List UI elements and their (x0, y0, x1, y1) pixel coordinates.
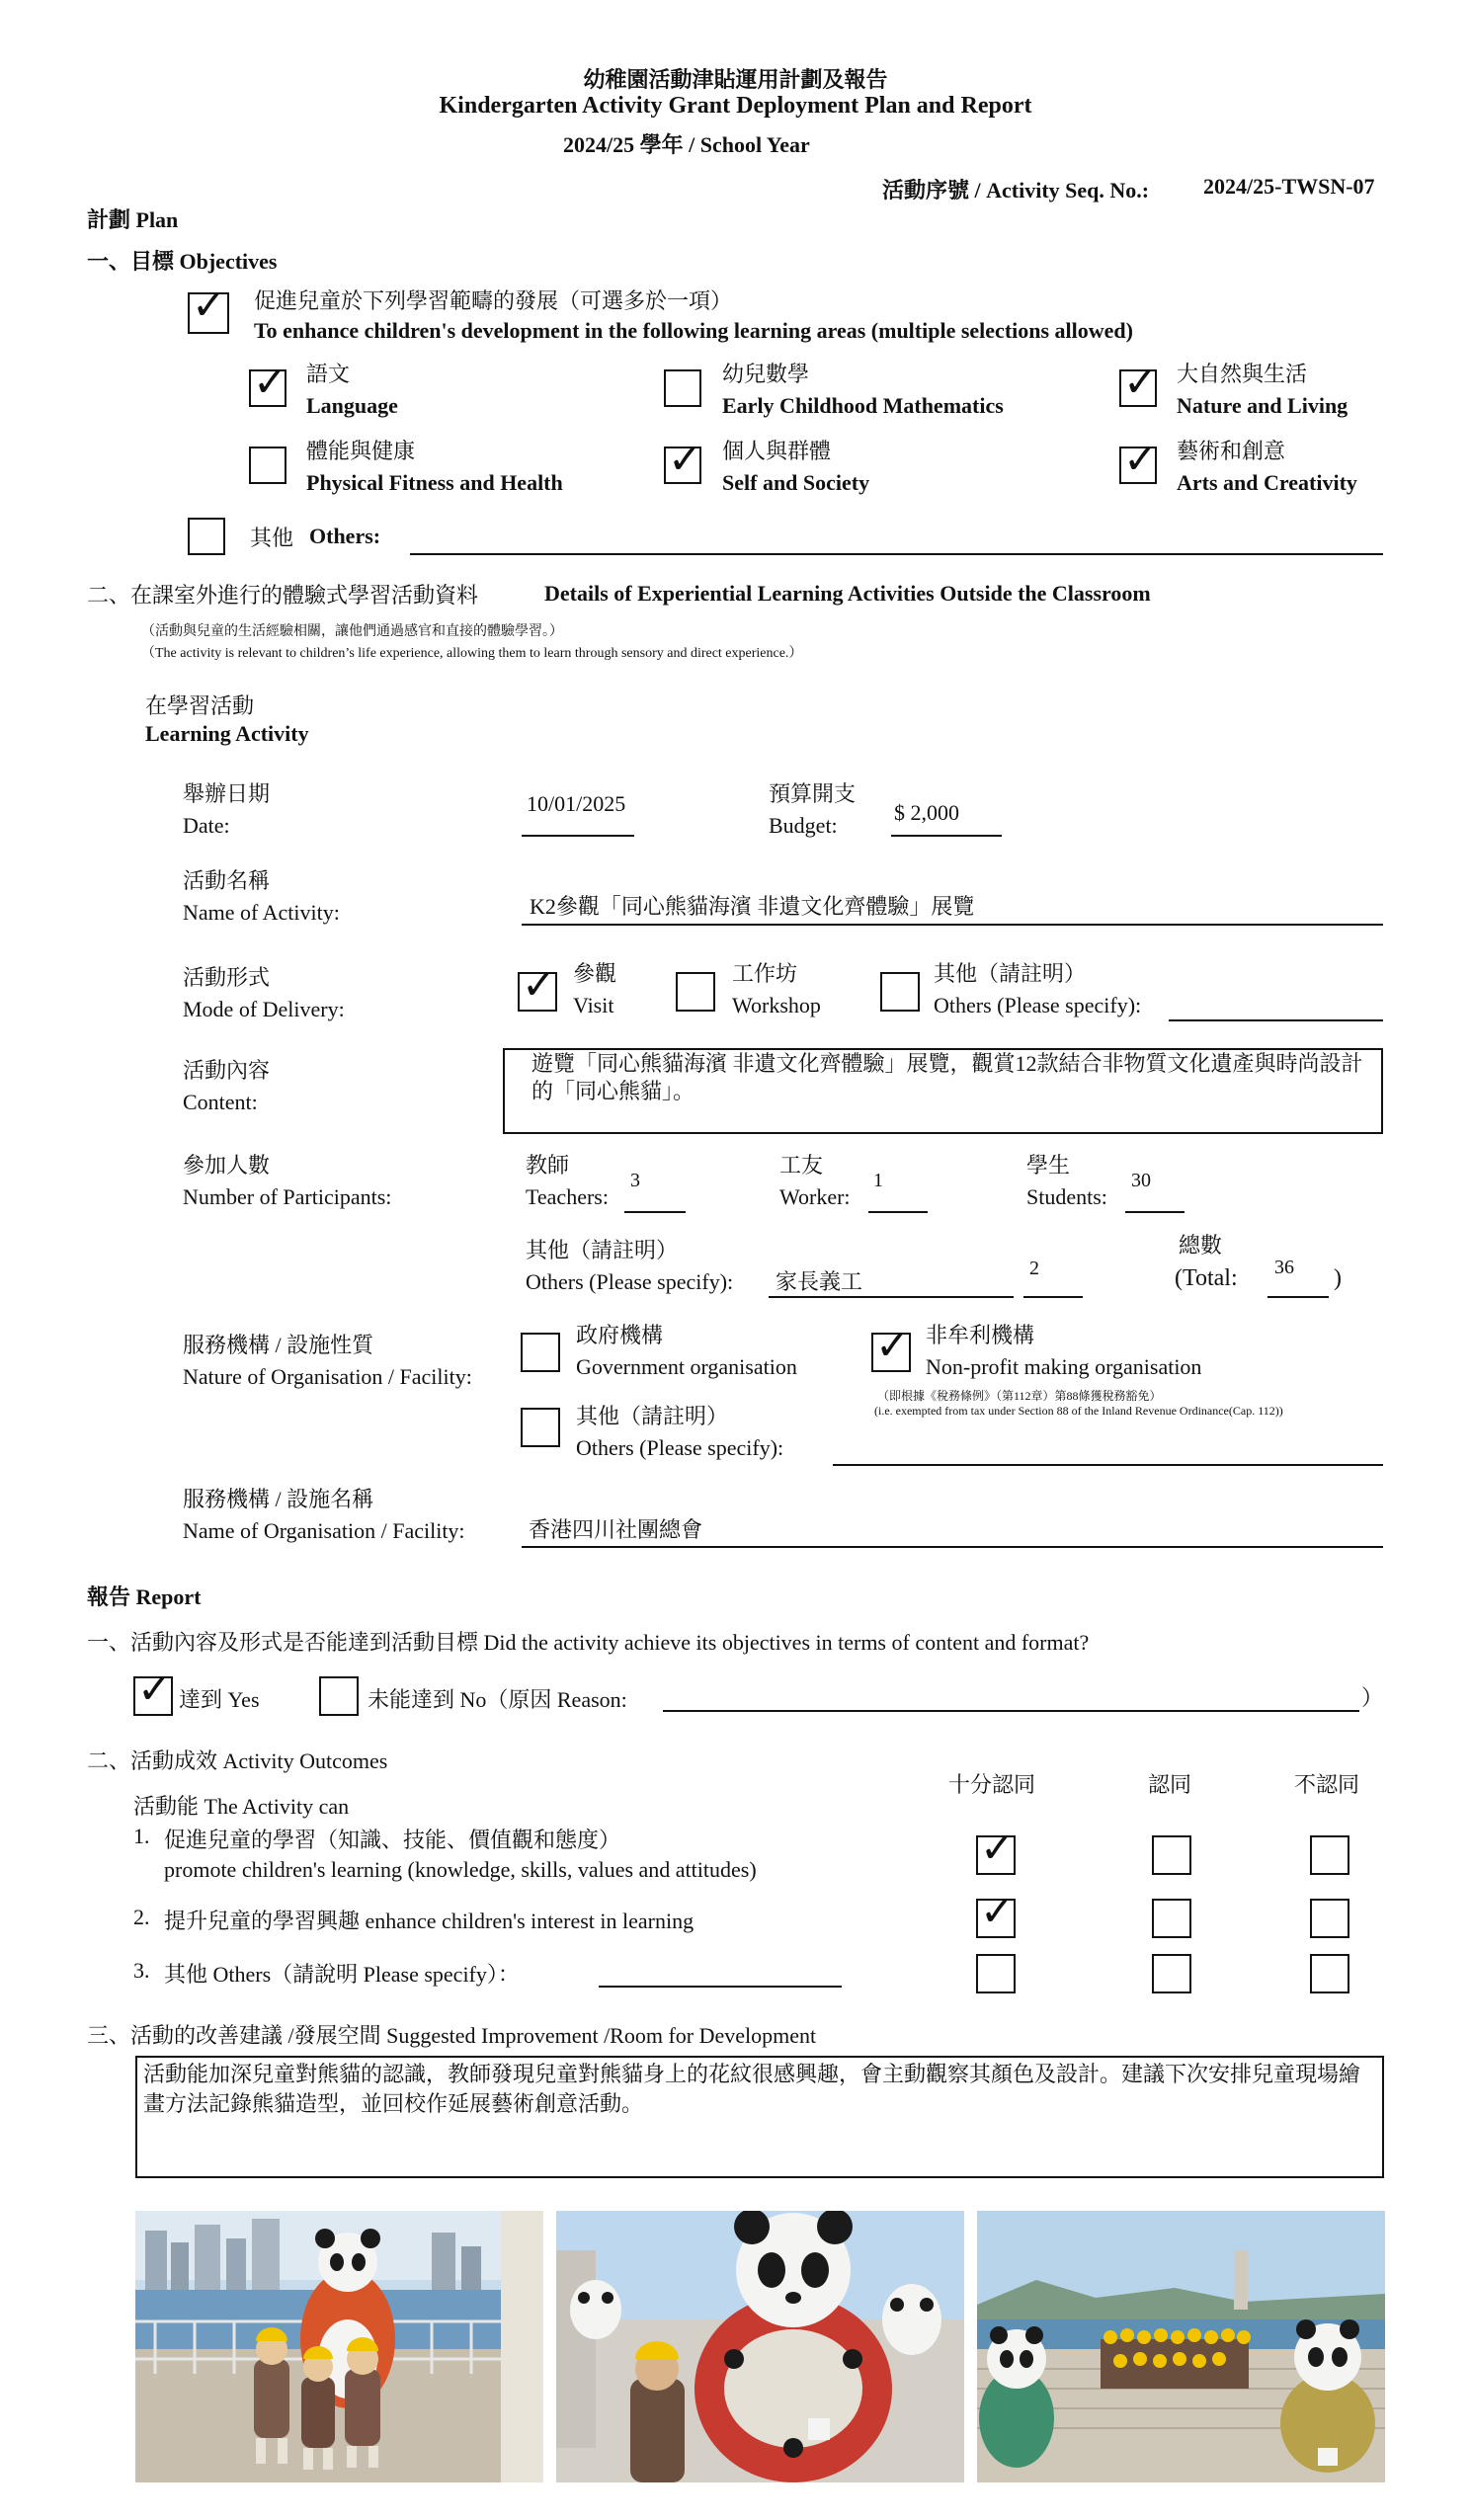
mode-visit-label: 參觀 Visit (573, 961, 617, 1017)
objective-others-zh: 其他 (250, 526, 294, 550)
report-no-label: 未能達到 No（原因 Reason: (368, 1687, 627, 1712)
mode-others-label: 其他（請註明） Others (Please specify): (934, 961, 1142, 1017)
objective-others-line[interactable] (410, 553, 1383, 555)
others-participants-text-line (769, 1296, 1014, 1298)
mode-workshop-checkbox[interactable] (676, 972, 715, 1012)
objectives-heading: 一、目標 Objectives (87, 249, 278, 274)
objective-others-en: Others: (309, 524, 381, 548)
budget-value: $ 2,000 (894, 800, 959, 825)
seq-label: 活動序號 / Activity Seq. No.: (882, 178, 1150, 203)
org-others-label: 其他（請註明） Others (Please specify): (576, 1404, 784, 1460)
area-nature-checkbox[interactable]: ✓ (1119, 369, 1157, 407)
area-math-checkbox[interactable] (664, 369, 701, 407)
org-government-checkbox[interactable] (521, 1333, 560, 1372)
org-name-label: 服務機構 / 設施名稱 Name of Organisation / Facility: (183, 1487, 465, 1543)
outcome-2-agree-checkbox[interactable] (1152, 1899, 1191, 1938)
area-language-checkbox[interactable]: ✓ (249, 369, 286, 407)
details-heading-zh: 二、在課室外進行的體驗式學習活動資料 (87, 583, 479, 608)
total-close: ) (1334, 1265, 1342, 1291)
outcome-3-label: 其他 Others（請說明 Please specify）： (164, 1962, 520, 1987)
date-value: 10/01/2025 (527, 791, 626, 816)
content-value: 遊覽「同心熊貓海濱 非遺文化齊體驗」展覽，觀賞12款結合非物質文化遺產與時尚設計的「同心熊貓」。 (531, 1051, 1363, 1103)
students-value: 30 (1131, 1170, 1151, 1191)
title-en: Kindergarten Activity Grant Deployment Plan and Report (439, 93, 1032, 119)
scale-agree: 認同 (1148, 1772, 1192, 1797)
org-nature-label: 服務機構 / 設施性質 Nature of Organisation / Facility: (183, 1333, 472, 1389)
outcome-1-disagree-checkbox[interactable] (1310, 1835, 1349, 1875)
report-heading: 報告 Report (87, 1585, 202, 1609)
total-line (1267, 1296, 1329, 1298)
teachers-line (624, 1211, 686, 1213)
others-participants-value: 2 (1029, 1258, 1039, 1279)
mode-others-line[interactable] (1169, 1019, 1383, 1021)
students-label: 學生 Students: (1026, 1153, 1107, 1209)
improve-heading: 三、活動的改善建議 /發展空間 Suggested Improvement /Room for Development (87, 2023, 817, 2048)
learning-activity-en: Learning Activity (145, 721, 309, 746)
worker-line (868, 1211, 928, 1213)
area-fitness-label: 體能與健康 Physical Fitness and Health (306, 439, 563, 495)
activity-name-value: K2參觀「同心熊貓海濱 非遺文化齊體驗」展覽 (530, 894, 975, 919)
participants-label: 參加人數 Number of Participants: (183, 1153, 392, 1209)
outcome-1-agree-checkbox[interactable] (1152, 1835, 1191, 1875)
date-label: 舉辦日期 Date: (183, 781, 271, 838)
area-society-label: 個人與群體 Self and Society (722, 439, 870, 495)
org-npo-checkbox[interactable]: ✓ (871, 1333, 911, 1372)
outcome-2-strongly-agree-checkbox[interactable]: ✓ (976, 1899, 1016, 1938)
objective-others-checkbox[interactable] (188, 518, 225, 555)
org-government-label: 政府機構 Government organisation (576, 1323, 797, 1379)
org-name-line (522, 1546, 1383, 1548)
outcome-3-strongly-agree-checkbox[interactable] (976, 1954, 1016, 1993)
outcome-3-specify-line[interactable] (599, 1986, 842, 1988)
learning-activity-zh: 在學習活動 (145, 693, 255, 718)
area-fitness-checkbox[interactable] (249, 447, 286, 484)
details-note-en: （The activity is relevant to children’s life experience, allowing them to learn through sensory and direct experience.） (141, 646, 803, 661)
area-society-checkbox[interactable]: ✓ (664, 447, 701, 484)
report-no-checkbox[interactable] (319, 1676, 359, 1716)
report-yes-checkbox[interactable]: ✓ (133, 1676, 173, 1716)
activity-name-label: 活動名稱 Name of Activity: (183, 868, 340, 925)
others-participants-text: 家長義工 (776, 1269, 863, 1294)
others-participants-label: 其他（請註明） Others (Please specify): (526, 1238, 734, 1294)
content-label: 活動內容 Content: (183, 1058, 271, 1114)
scale-strongly-agree: 十分認同 (948, 1772, 1036, 1797)
students-line (1125, 1211, 1185, 1213)
photo-child-at-panda-sculpture (556, 2211, 964, 2482)
area-arts-label: 藝術和創意 Arts and Creativity (1177, 439, 1357, 495)
org-name-value: 香港四川社團總會 (529, 1517, 703, 1542)
teachers-label: 教師 Teachers: (526, 1153, 609, 1209)
area-arts-checkbox[interactable]: ✓ (1119, 447, 1157, 484)
improve-box (135, 2056, 1384, 2178)
details-note-zh: （活動與兒童的生活經驗相關，讓他們通過感官和直接的體驗學習。） (141, 624, 563, 639)
others-participants-line (1023, 1296, 1083, 1298)
details-heading-en: Details of Experiential Learning Activities Outside the Classroom (544, 581, 1151, 606)
total-en: (Total: (1175, 1265, 1238, 1291)
area-language-label: 語文 Language (306, 362, 398, 418)
scale-disagree: 不認同 (1294, 1772, 1360, 1797)
objective-main-zh: 促進兒童於下列學習範疇的發展（可選多於一項） (254, 288, 733, 313)
mode-visit-checkbox[interactable]: ✓ (518, 972, 557, 1012)
area-nature-label: 大自然與生活 Nature and Living (1177, 362, 1348, 418)
teachers-value: 3 (630, 1170, 640, 1191)
outcome-3-disagree-checkbox[interactable] (1310, 1954, 1349, 1993)
worker-label: 工友 Worker: (779, 1153, 851, 1209)
outcome-2-label: 提升兒童的學習興趣 enhance children's interest in learning (164, 1909, 695, 1933)
mode-label: 活動形式 Mode of Delivery: (183, 965, 345, 1021)
plan-heading: 計劃 Plan (87, 207, 179, 232)
mode-others-checkbox[interactable] (880, 972, 920, 1012)
outcome-2-num: 2. (133, 1905, 150, 1929)
outcome-1-num: 1. (133, 1824, 150, 1848)
outcome-3-num: 3. (133, 1958, 150, 1983)
objective-main-checkbox[interactable]: ✓ (188, 292, 229, 334)
report-reason-close: ） (1361, 1685, 1384, 1710)
worker-value: 1 (873, 1170, 883, 1191)
budget-label: 預算開支 Budget: (769, 781, 857, 838)
report-yes-label: 達到 Yes (179, 1687, 260, 1712)
report-reason-line[interactable] (663, 1710, 1359, 1712)
content-box (503, 1048, 1383, 1134)
area-math-label: 幼兒數學 Early Childhood Mathematics (722, 362, 1004, 418)
total-zh: 總數 (1179, 1233, 1223, 1258)
outcome-1-zh: 促進兒童的學習（知識、技能、價值觀和態度） (164, 1828, 621, 1852)
objective-main-en: To enhance children's development in the following learning areas (multiple selections allowed) (254, 318, 1133, 343)
photo-children-with-panda (135, 2211, 543, 2482)
activity-name-line (522, 924, 1383, 926)
npo-note-zh: （即根據《稅務條例》（第112章）第88條獲稅務豁免） (877, 1389, 1162, 1403)
school-year: 2024/25 學年 / School Year (563, 132, 810, 157)
org-npo-label: 非牟利機構 Non-profit making organisation (926, 1323, 1202, 1379)
seq-value: 2024/25-TWSN-07 (1203, 174, 1375, 199)
title-zh: 幼稚園活動津貼運用計劃及報告 (583, 67, 888, 92)
total-value: 36 (1274, 1257, 1294, 1278)
outcome-1-strongly-agree-checkbox[interactable]: ✓ (976, 1835, 1016, 1875)
mode-workshop-label: 工作坊 Workshop (732, 961, 821, 1017)
budget-line (891, 835, 1002, 837)
org-others-checkbox[interactable] (521, 1408, 560, 1447)
date-line (522, 835, 634, 837)
report-q1: 一、活動內容及形式是否能達到活動目標 Did the activity achieve its objectives in terms of content and format? (87, 1630, 1090, 1655)
activity-can: 活動能 The Activity can (133, 1794, 350, 1819)
outcomes-heading: 二、活動成效 Activity Outcomes (87, 1748, 388, 1773)
outcome-1-en: promote children's learning (knowledge, skills, values and attitudes) (164, 1857, 757, 1882)
outcome-3-agree-checkbox[interactable] (1152, 1954, 1191, 1993)
outcome-2-disagree-checkbox[interactable] (1310, 1899, 1349, 1938)
photo-group-at-harbour (977, 2211, 1385, 2482)
org-others-line[interactable] (833, 1464, 1383, 1466)
improve-text: 活動能加深兒童對熊貓的認識，教師發現兒童對熊貓身上的花紋很感興趣，會主動觀察其顏色及設計。建議下次安排兒童現場繪畫方法記錄熊貓造型，並回校作延展藝術創意活動。 (143, 2062, 1361, 2116)
npo-note-en: (i.e. exempted from tax under Section 88 of the Inland Revenue Ordinance(Cap. 112)) (874, 1404, 1283, 1418)
